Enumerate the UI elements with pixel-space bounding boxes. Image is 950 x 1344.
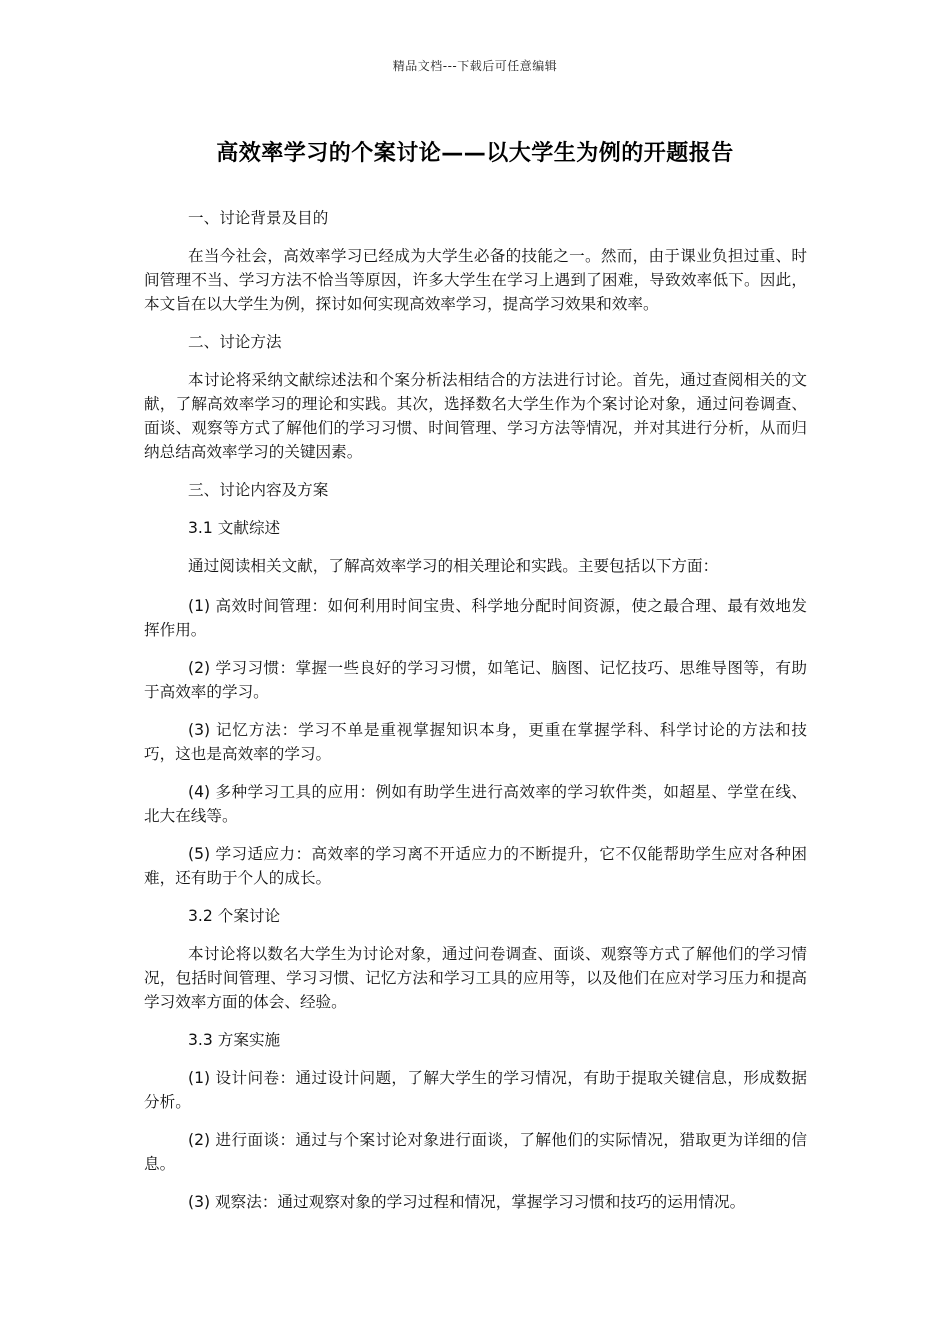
list-item: (1) 高效时间管理：如何利用时间宝贵、科学地分配时间资源，使之最合理、最有效地发挥作用。 (144, 597, 807, 639)
section-3-heading: 三、讨论内容及方案 (188, 481, 329, 499)
subsection-3-2-paragraph: 本讨论将以数名大学生为讨论对象，通过问卷调查、面谈、观察等方式了解他们的学习情况，包括时间管理、学习习惯、记忆方法和学习工具的应用等，以及他们在应对学习压力和提高学习效率方面的体会、经验。 (144, 945, 807, 1011)
page-header: 精品文档---下载后可任意编辑 (392, 59, 558, 73)
section-1-paragraph: 在当今社会，高效率学习已经成为大学生必备的技能之一。然而，由于课业负担过重、时间管理不当、学习方法不恰当等原因，许多大学生在学习上遇到了困难，导致效率低下。因此，本文旨在以大学生为例，探讨如何实现高效率学习，提高学习效果和效率。 (144, 247, 807, 313)
list-item: (2) 进行面谈：通过与个案讨论对象进行面谈，了解他们的实际情况，猎取更为详细的信息。 (144, 1131, 807, 1173)
document-title: 高效率学习的个案讨论——以大学生为例的开题报告 (216, 141, 734, 166)
list-item: (3) 记忆方法：学习不单是重视掌握知识本身，更重在掌握学科、科学讨论的方法和技巧，这也是高效率的学习。 (144, 721, 807, 763)
subsection-3-3-heading: 3.3 方案实施 (188, 1031, 281, 1049)
section-1-heading: 一、讨论背景及目的 (188, 209, 329, 227)
section-2-paragraph: 本讨论将采纳文献综述法和个案分析法相结合的方法进行讨论。首先，通过查阅相关的文献，了解高效率学习的理论和实践。其次，选择数名大学生作为个案讨论对象，通过问卷调查、面谈、观察等方式了解他们的学习习惯、时间管理、学习方法等情况，并对其进行分析，从而归纳总结高效率学习的关键因素。 (144, 371, 807, 461)
section-2-heading: 二、讨论方法 (188, 333, 282, 351)
list-item: (4) 多种学习工具的应用：例如有助学生进行高效率的学习软件类，如超星、学堂在线、北大在线等。 (144, 783, 807, 825)
subsection-3-2-heading: 3.2 个案讨论 (188, 907, 281, 925)
list-item: (2) 学习习惯：掌握一些良好的学习习惯，如笔记、脑图、记忆技巧、思维导图等，有助于高效率的学习。 (144, 659, 807, 701)
list-item: (1) 设计问卷：通过设计问题，了解大学生的学习情况，有助于提取关键信息，形成数据分析。 (144, 1069, 807, 1111)
list-item: (5) 学习适应力：高效率的学习离不开适应力的不断提升，它不仅能帮助学生应对各种困难，还有助于个人的成长。 (144, 845, 807, 887)
subsection-3-1-intro: 通过阅读相关文献，了解高效率学习的相关理论和实践。主要包括以下方面： (188, 557, 719, 575)
subsection-3-1-heading: 3.1 文献综述 (188, 519, 281, 537)
list-item: (3) 观察法：通过观察对象的学习过程和情况，掌握学习习惯和技巧的运用情况。 (188, 1193, 746, 1211)
document-body (144, 206, 807, 1214)
